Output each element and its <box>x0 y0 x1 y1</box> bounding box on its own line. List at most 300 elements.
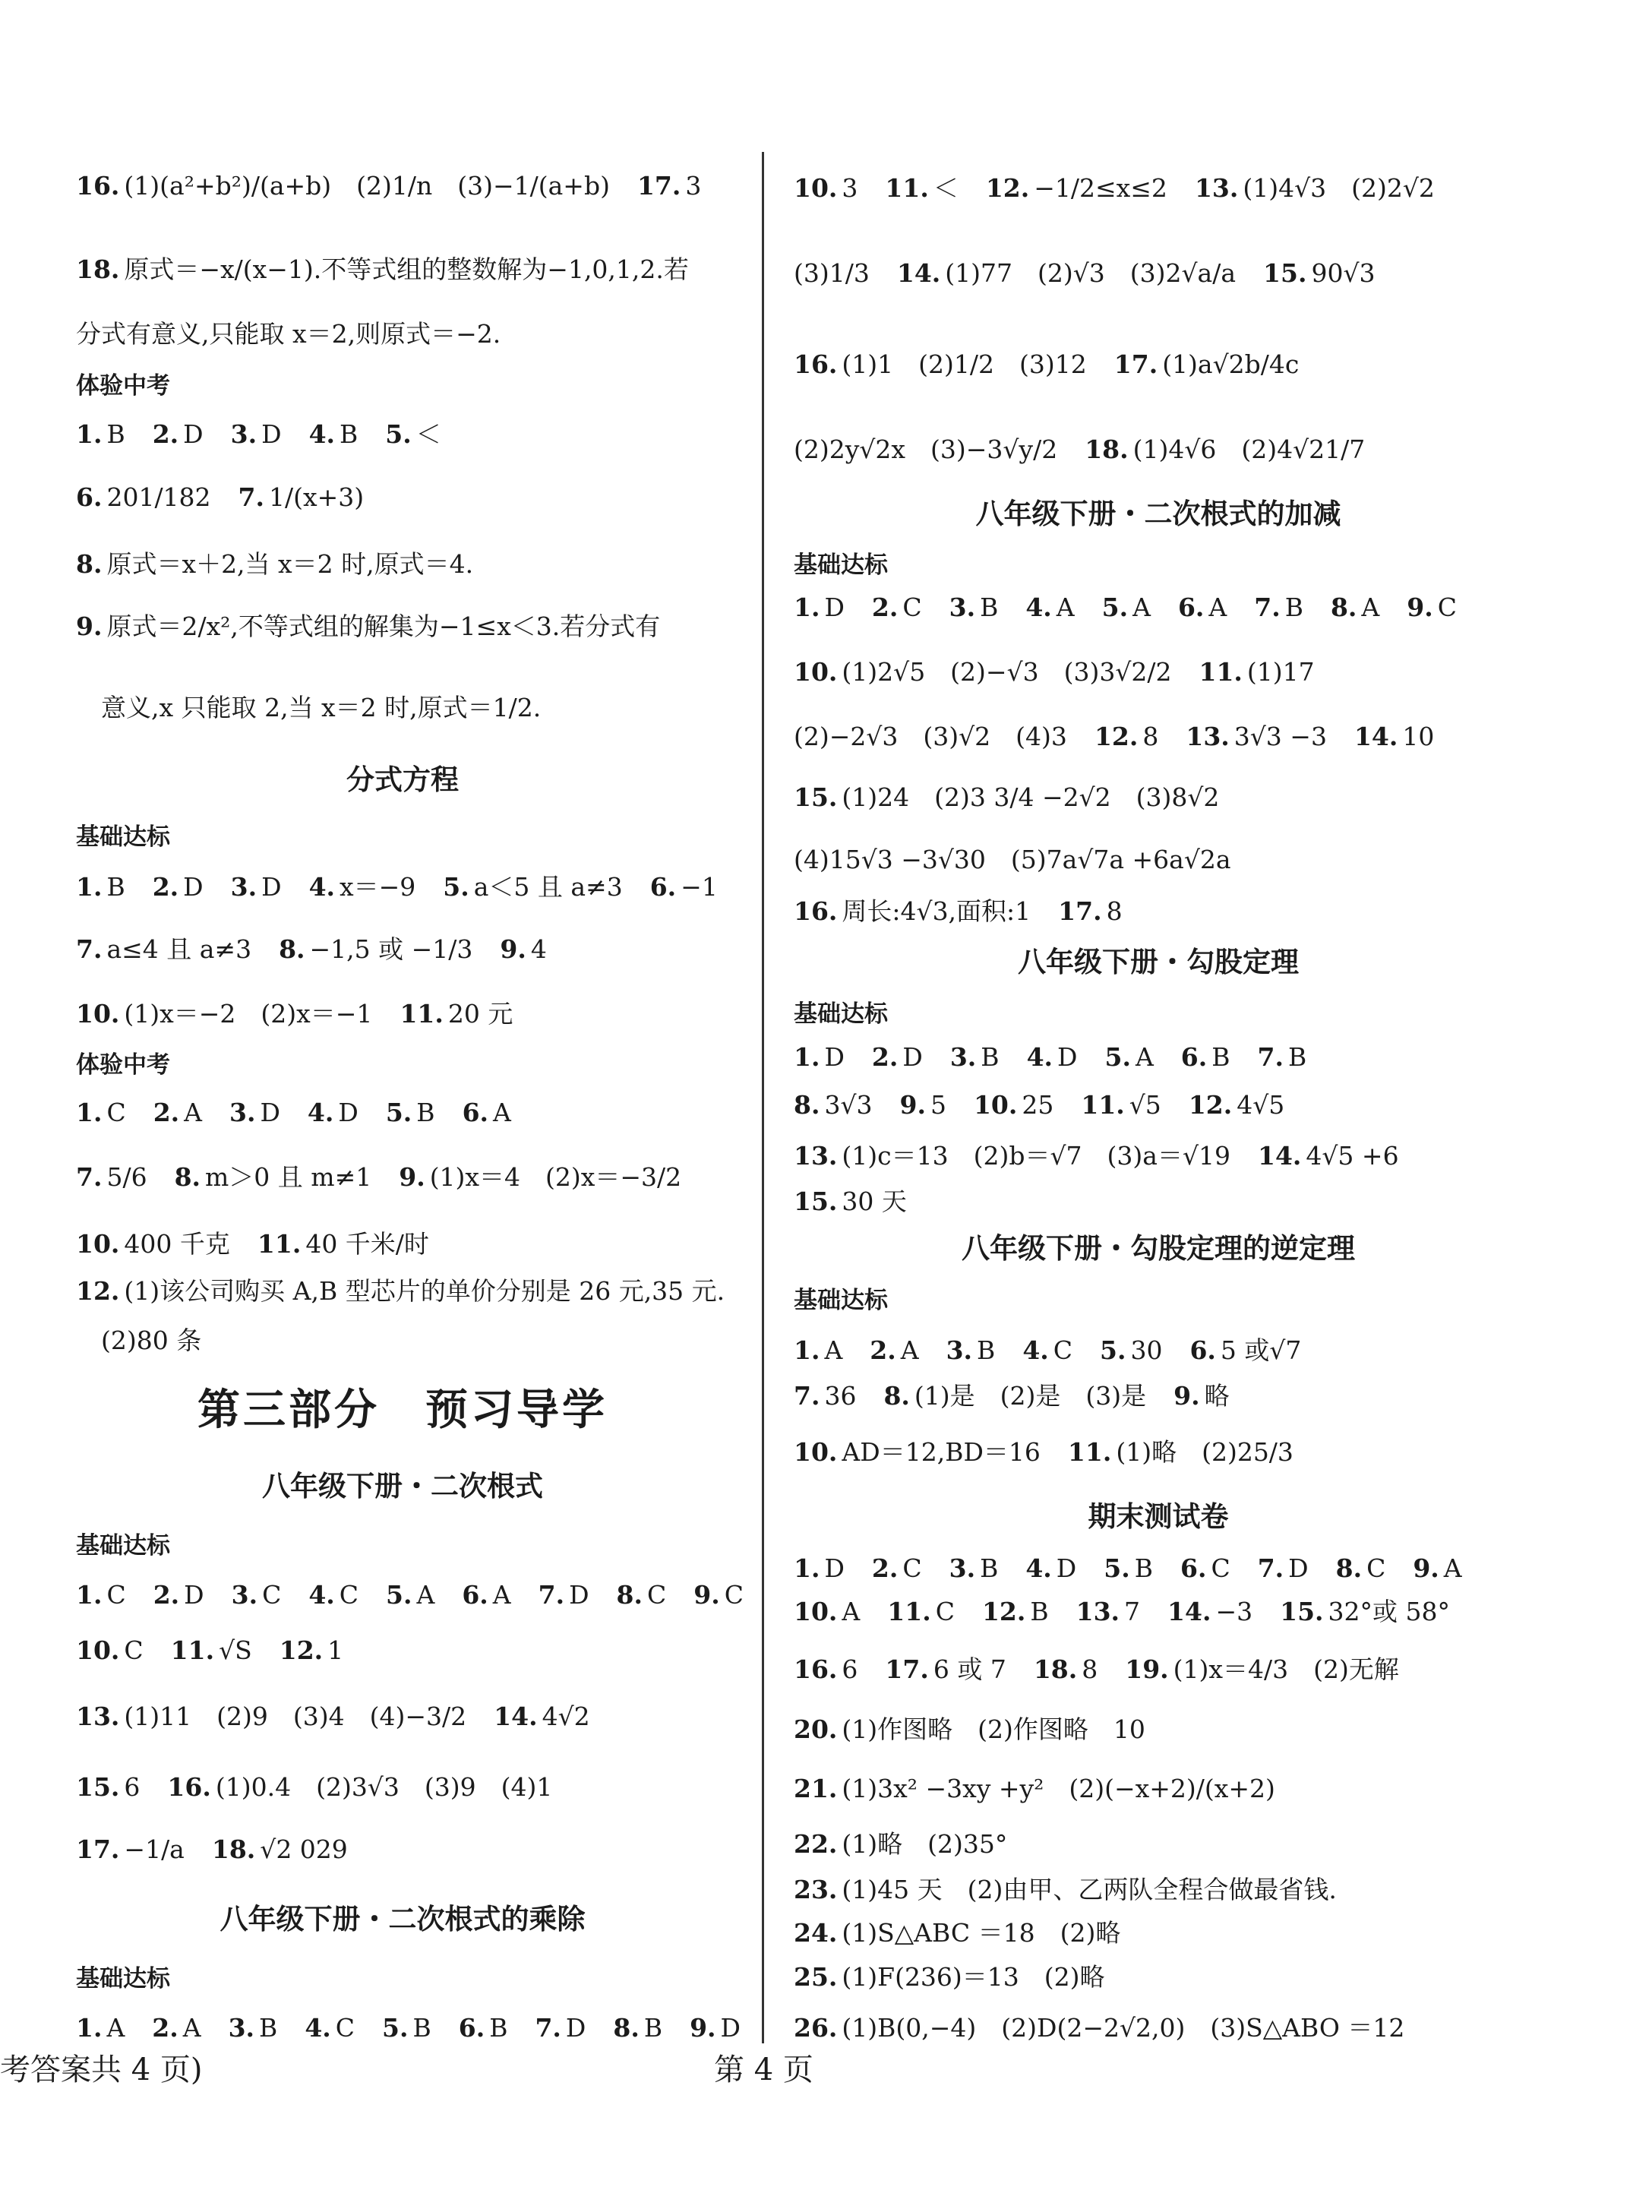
question-number: 2. <box>152 872 179 902</box>
question-number: 2. <box>871 1042 899 1072</box>
question-number: 15. <box>1280 1597 1324 1626</box>
answer-item <box>794 896 1031 926</box>
answer-item <box>794 1875 1337 1904</box>
answer-value: −1/2≤x≤2 <box>1034 173 1167 203</box>
answer-value: (1)x＝−2 (2)x＝−1 <box>124 999 373 1029</box>
answer-line <box>76 419 469 450</box>
answer-value: D <box>260 1098 280 1127</box>
question-number: 12. <box>1188 1090 1233 1120</box>
answer-value: A <box>492 1580 511 1610</box>
answer-value: 25 <box>1022 1090 1054 1120</box>
section-heading: 八年级下册・二次根式的加减 <box>975 498 1341 530</box>
answer-line <box>794 657 1342 687</box>
answer-value: (1)x＝4/3 (2)无解 <box>1173 1654 1399 1684</box>
answer-value: (3)1/3 <box>794 258 870 288</box>
answer-line <box>76 2013 768 2043</box>
answer-value: 36 <box>824 1381 857 1411</box>
answer-value: B <box>1030 1597 1049 1626</box>
question-number: 7. <box>1257 1553 1284 1583</box>
answer-item <box>794 722 1067 751</box>
answer-line <box>794 1381 1257 1411</box>
question-number: 14. <box>896 258 941 288</box>
answer-value: D <box>1056 1553 1077 1583</box>
question-number: 5. <box>385 419 412 449</box>
answer-value: D <box>824 1553 845 1583</box>
question-number: 10. <box>76 1635 120 1665</box>
answer-line <box>794 1774 1303 1804</box>
answer-line <box>794 1714 1173 1745</box>
answer-value: C <box>1366 1553 1386 1583</box>
question-number: 18. <box>76 254 120 284</box>
answer-value: A <box>842 1597 861 1626</box>
answer-value: 6 <box>842 1654 858 1684</box>
answer-line <box>76 1326 229 1356</box>
answer-value: 原式＝2/x²,不等式组的解集为−1≤x＜3.若分式有 <box>106 611 661 641</box>
question-number: 12. <box>1094 722 1139 751</box>
question-number: 6. <box>462 1098 489 1127</box>
answer-line <box>794 434 1392 465</box>
answer-item <box>152 2013 201 2043</box>
question-number: 15. <box>1263 258 1307 288</box>
answer-line <box>794 782 1246 813</box>
answer-line <box>794 845 1259 875</box>
subsection-label: 基础达标 <box>76 1532 170 1559</box>
answer-item <box>1125 1654 1399 1684</box>
question-number: 10. <box>973 1090 1018 1120</box>
question-number: 5. <box>1100 1335 1126 1365</box>
question-number: 8. <box>1330 592 1357 622</box>
answer-value: B <box>106 872 125 902</box>
answer-value: 4 <box>530 934 547 964</box>
question-number: 6. <box>462 1580 488 1610</box>
question-number: 3. <box>230 419 257 449</box>
answer-item <box>1025 592 1074 622</box>
answer-item <box>76 1162 147 1192</box>
question-number: 11. <box>1067 1437 1112 1467</box>
question-number: 6. <box>76 482 103 512</box>
answer-value: 4√5 <box>1237 1090 1285 1120</box>
answer-item <box>459 2013 508 2043</box>
question-number: 2. <box>152 419 179 449</box>
answer-item <box>899 1090 946 1120</box>
answer-line <box>76 1834 375 1865</box>
answer-value: A <box>1132 592 1151 622</box>
answer-value: (1)45 天 (2)由甲、乙两队全程合做最省钱. <box>842 1875 1337 1904</box>
question-number: 14. <box>1257 1141 1302 1171</box>
answer-value: 3 <box>842 173 858 203</box>
answer-item <box>167 1772 552 1802</box>
answer-value: (1)c＝13 (2)b＝√7 (3)a＝√19 <box>842 1141 1230 1171</box>
answer-item <box>794 1437 1041 1467</box>
question-number: 13. <box>1194 173 1239 203</box>
question-number: 8. <box>883 1381 910 1411</box>
question-number: 11. <box>400 999 444 1029</box>
answer-value: B <box>412 2013 431 2043</box>
question-number: 4. <box>1025 592 1052 622</box>
answer-value: B <box>489 2013 508 2043</box>
answer-value: 6 <box>124 1772 141 1802</box>
subsection-label: 体验中考 <box>76 1051 170 1079</box>
subsection-label: 基础达标 <box>794 551 888 579</box>
question-number: 11. <box>1081 1090 1125 1120</box>
answer-value: A <box>1135 1042 1154 1072</box>
answer-value: −3 <box>1215 1597 1253 1626</box>
answer-value: B <box>416 1098 435 1127</box>
question-number: 2. <box>153 1098 180 1127</box>
question-number: 5. <box>385 1098 412 1127</box>
question-number: 11. <box>257 1229 302 1259</box>
answer-value: B <box>1134 1553 1153 1583</box>
answer-line <box>76 693 568 723</box>
answer-item <box>76 693 541 722</box>
answer-value: C <box>106 1098 126 1127</box>
answer-line <box>76 549 501 580</box>
question-number: 7. <box>794 1381 820 1411</box>
question-number: 2. <box>871 1553 899 1583</box>
question-number: 13. <box>794 1141 838 1171</box>
question-number: 11. <box>170 1635 215 1665</box>
answer-item <box>617 1580 667 1610</box>
section-heading: 期末测试卷 <box>1088 1500 1229 1533</box>
question-number: 15. <box>76 1772 120 1802</box>
question-number: 16. <box>76 171 120 201</box>
answer-value: √5 <box>1129 1090 1161 1120</box>
answer-value: D <box>184 1580 204 1610</box>
answer-item <box>76 1635 144 1665</box>
answer-value: −1,5 或 −1/3 <box>309 934 473 964</box>
answer-item <box>885 173 958 203</box>
answer-item <box>1076 1597 1140 1626</box>
answer-value: B <box>1287 1042 1307 1072</box>
question-number: 1. <box>794 1042 820 1072</box>
answer-item <box>872 1042 923 1072</box>
question-number: 16. <box>794 896 838 926</box>
question-number: 17. <box>1113 349 1158 379</box>
question-number: 8. <box>174 1162 201 1192</box>
question-number: 10. <box>76 1229 120 1259</box>
answer-value: ＜ <box>415 419 441 449</box>
answer-item <box>1258 1553 1309 1583</box>
question-number: 20. <box>794 1714 838 1744</box>
answer-value: 3√3 −3 <box>1233 722 1327 751</box>
answer-value: 32°或 58° <box>1328 1597 1451 1626</box>
answer-value: A <box>1361 592 1380 622</box>
answer-line <box>76 319 528 349</box>
answer-value: A <box>106 2013 125 2043</box>
answer-value: C <box>902 1553 922 1583</box>
answer-line <box>794 1553 1489 1584</box>
answer-line <box>794 1042 1334 1073</box>
answer-value: 6 或 7 <box>933 1654 1006 1684</box>
answer-value: (1)作图略 (2)作图略 10 <box>842 1714 1145 1744</box>
answer-line <box>76 1098 539 1128</box>
answer-line <box>76 1580 771 1610</box>
answer-value: (1)2√5 (2)−√3 (3)3√2/2 <box>842 657 1172 687</box>
answer-value: (1)B(0,−4) (2)D(2−2√2,0) (3)S△ABO ＝12 <box>842 2013 1405 2043</box>
answer-item <box>1354 722 1434 751</box>
answer-item <box>386 1098 435 1127</box>
answer-item <box>76 1772 140 1802</box>
answer-value: 周长:4√3,面积:1 <box>842 896 1031 926</box>
answer-item <box>153 419 204 449</box>
answer-item <box>232 1580 282 1610</box>
answer-value: B <box>643 2013 663 2043</box>
answer-item <box>76 999 372 1029</box>
answer-value: AD＝12,BD＝16 <box>842 1437 1041 1467</box>
answer-value: 201/182 <box>106 482 211 512</box>
answer-item <box>1100 1335 1162 1365</box>
question-number: 10. <box>76 999 120 1029</box>
question-number: 4. <box>308 872 336 902</box>
question-number: 9. <box>76 611 103 641</box>
section-heading: 分式方程 <box>346 763 459 796</box>
answer-value: (2)80 条 <box>76 1326 202 1355</box>
answer-item <box>1258 1141 1399 1171</box>
answer-line <box>794 1141 1426 1171</box>
answer-value: A <box>1056 592 1075 622</box>
answer-value: D <box>183 872 204 902</box>
answer-item <box>1199 657 1314 687</box>
question-number: 10. <box>794 173 838 203</box>
answer-value: 5 <box>930 1090 946 1120</box>
question-number: 4. <box>308 1580 335 1610</box>
subsection-label: 基础达标 <box>794 1287 888 1314</box>
answer-line <box>794 1597 1477 1627</box>
answer-line <box>76 1276 752 1307</box>
answer-value: B <box>106 419 125 449</box>
answer-item <box>1173 1381 1229 1411</box>
answer-item <box>1180 1553 1230 1583</box>
question-number: 5. <box>1104 1042 1131 1072</box>
subsection-label: 基础达标 <box>794 1000 888 1028</box>
answer-item <box>693 1580 744 1610</box>
subsection-label: 基础达标 <box>76 823 170 851</box>
answer-value: (1)11 (2)9 (3)4 (4)−3/2 <box>124 1702 467 1731</box>
answer-item <box>794 1597 860 1626</box>
answer-item <box>794 1714 1145 1744</box>
answer-value: D <box>1057 1042 1078 1072</box>
answer-value: B <box>1211 1042 1230 1072</box>
answer-value: B <box>1284 592 1303 622</box>
answer-value: C <box>647 1580 667 1610</box>
answer-item <box>1167 1597 1252 1626</box>
answer-item <box>1189 1090 1284 1120</box>
answer-value: (1)4√3 (2)2√2 <box>1243 173 1435 203</box>
answer-item <box>76 1229 230 1259</box>
question-number: 3. <box>229 1098 256 1127</box>
answer-line <box>76 1772 580 1803</box>
question-number: 6. <box>1180 1042 1208 1072</box>
answer-line <box>794 592 1484 623</box>
question-number: 17. <box>76 1834 120 1864</box>
answer-value: B <box>977 1335 996 1365</box>
answer-item <box>229 1098 280 1127</box>
question-number: 3. <box>231 1580 258 1610</box>
answer-item <box>650 872 718 902</box>
answer-item <box>794 1553 845 1583</box>
answer-value: D <box>565 2013 586 2043</box>
answer-item <box>949 1553 999 1583</box>
answer-value: 1 <box>327 1635 344 1665</box>
answer-value: B <box>981 1042 1000 1072</box>
question-number: 8. <box>76 549 103 579</box>
answer-line <box>794 1875 1364 1905</box>
question-number: 8. <box>616 1580 643 1610</box>
answer-item <box>76 549 473 579</box>
answer-value: (1)x＝4 (2)x＝−3/2 <box>429 1162 682 1192</box>
answer-value: (1)24 (2)3 3/4 −2√2 (3)8√2 <box>842 782 1220 812</box>
answer-value: −1/a <box>124 1834 185 1864</box>
answer-value: C <box>106 1580 126 1610</box>
answer-item <box>974 1090 1053 1120</box>
answer-item <box>76 1834 185 1864</box>
answer-line <box>76 872 745 902</box>
subsection-label: 基础达标 <box>76 1965 170 1992</box>
question-number: 5. <box>382 2013 409 2043</box>
question-number: 9. <box>1173 1381 1200 1411</box>
answer-line <box>76 1162 709 1193</box>
question-number: 1. <box>794 1553 820 1583</box>
answer-value: D <box>183 419 204 449</box>
answer-item <box>1114 349 1300 379</box>
answer-value: C <box>724 1580 744 1610</box>
question-number: 17. <box>1058 896 1102 926</box>
answer-item <box>1258 1042 1307 1072</box>
answer-value: C <box>124 1635 144 1665</box>
answer-item <box>1022 1335 1072 1365</box>
answer-value: (1)是 (2)是 (3)是 <box>914 1381 1147 1411</box>
answer-value: (1)77 (2)√3 (3)2√a/a <box>945 258 1237 288</box>
answer-item <box>1102 592 1151 622</box>
answer-value: 3 <box>685 171 702 201</box>
answer-item <box>257 1229 429 1259</box>
answer-value: A <box>1208 592 1227 622</box>
question-number: 10. <box>794 1597 838 1626</box>
question-number: 8. <box>279 934 305 964</box>
answer-value: (1)该公司购买 A,B 型芯片的单价分别是 26 元,35 元. <box>124 1276 725 1306</box>
question-number: 7. <box>538 1580 565 1610</box>
question-number: 6. <box>1189 1335 1216 1365</box>
question-number: 1. <box>76 419 103 449</box>
answer-item <box>153 1580 204 1610</box>
answer-item <box>613 2013 662 2043</box>
answer-item <box>76 1580 126 1610</box>
section-heading: 八年级下册・勾股定理的逆定理 <box>962 1232 1355 1265</box>
question-number: 8. <box>1335 1553 1363 1583</box>
answer-item <box>279 934 472 964</box>
answer-item <box>76 1276 725 1306</box>
question-number: 14. <box>494 1702 538 1731</box>
question-number: 16. <box>794 1654 838 1684</box>
answer-item <box>870 1335 918 1365</box>
answer-line <box>76 1635 371 1666</box>
answer-item <box>494 1702 589 1731</box>
answer-value: 30 <box>1130 1335 1163 1365</box>
answer-value: D <box>338 1098 359 1127</box>
answer-item <box>1254 592 1303 622</box>
answer-item <box>1104 1042 1153 1072</box>
answer-value: 1/(x+3) <box>269 482 365 512</box>
question-number: 17. <box>885 1654 929 1684</box>
answer-value: A <box>182 2013 201 2043</box>
answer-value: D <box>824 592 845 622</box>
answer-value: 8 <box>1082 1654 1098 1684</box>
column-divider <box>762 152 764 2043</box>
answer-item <box>76 419 125 449</box>
question-number: 6. <box>649 872 677 902</box>
answer-item <box>280 1635 343 1665</box>
question-number: 15. <box>794 782 838 812</box>
question-number: 10. <box>794 1437 838 1467</box>
answer-line <box>76 1229 456 1259</box>
answer-value: C <box>1053 1335 1073 1365</box>
question-number: 3. <box>228 2013 255 2043</box>
answer-item <box>76 611 660 641</box>
answer-line <box>76 482 391 513</box>
question-number: 9. <box>1407 592 1433 622</box>
answer-item <box>794 1962 1105 1992</box>
question-number: 13. <box>76 1702 120 1731</box>
question-number: 2. <box>870 1335 896 1365</box>
answer-value: 5 或√7 <box>1220 1335 1302 1365</box>
question-number: 1. <box>794 1335 820 1365</box>
question-number: 7. <box>535 2013 561 2043</box>
answer-item <box>794 592 845 622</box>
part-title: 第三部分 预习导学 <box>197 1386 608 1435</box>
answer-item <box>1085 434 1365 464</box>
answer-item <box>872 592 922 622</box>
footer-left: 考答案共 4 页) <box>0 2052 203 2087</box>
answer-item <box>309 419 359 449</box>
answer-line <box>76 611 687 642</box>
answer-item <box>153 872 204 902</box>
answer-line <box>794 1962 1132 1992</box>
answer-item <box>794 258 870 288</box>
answer-value: D <box>261 419 282 449</box>
question-number: 17. <box>636 171 681 201</box>
answer-item <box>883 1381 1146 1411</box>
answer-line <box>794 896 1150 927</box>
answer-item <box>1104 1553 1153 1583</box>
answer-item <box>229 2013 278 2043</box>
answer-item <box>1081 1090 1161 1120</box>
answer-value: (1)3x² −3xy +y² (2)(−x+2)/(x+2) <box>842 1774 1275 1803</box>
answer-item <box>1413 1553 1461 1583</box>
question-number: 2. <box>153 1580 180 1610</box>
question-number: 19. <box>1125 1654 1169 1684</box>
section-heading: 八年级下册・勾股定理 <box>1018 946 1299 978</box>
question-number: 4. <box>307 1098 334 1127</box>
answer-item <box>76 171 610 201</box>
question-number: 7. <box>238 482 264 512</box>
answer-value: C <box>262 1580 282 1610</box>
answer-value: 40 千米/时 <box>305 1229 429 1259</box>
question-number: 8. <box>794 1090 820 1120</box>
answer-value: A <box>184 1098 202 1127</box>
question-number: 21. <box>794 1774 838 1803</box>
answer-value: 8 <box>1106 896 1123 926</box>
question-number: 1. <box>76 2013 103 2043</box>
answer-value: 3√3 <box>824 1090 873 1120</box>
question-number: 2. <box>871 592 899 622</box>
answer-value: 5/6 <box>106 1162 147 1192</box>
answer-line <box>794 1335 1328 1366</box>
question-number: 9. <box>1413 1553 1439 1583</box>
answer-item <box>76 254 689 284</box>
question-number: 7. <box>76 1162 103 1192</box>
answer-value: A <box>824 1335 843 1365</box>
answer-item <box>309 872 416 902</box>
